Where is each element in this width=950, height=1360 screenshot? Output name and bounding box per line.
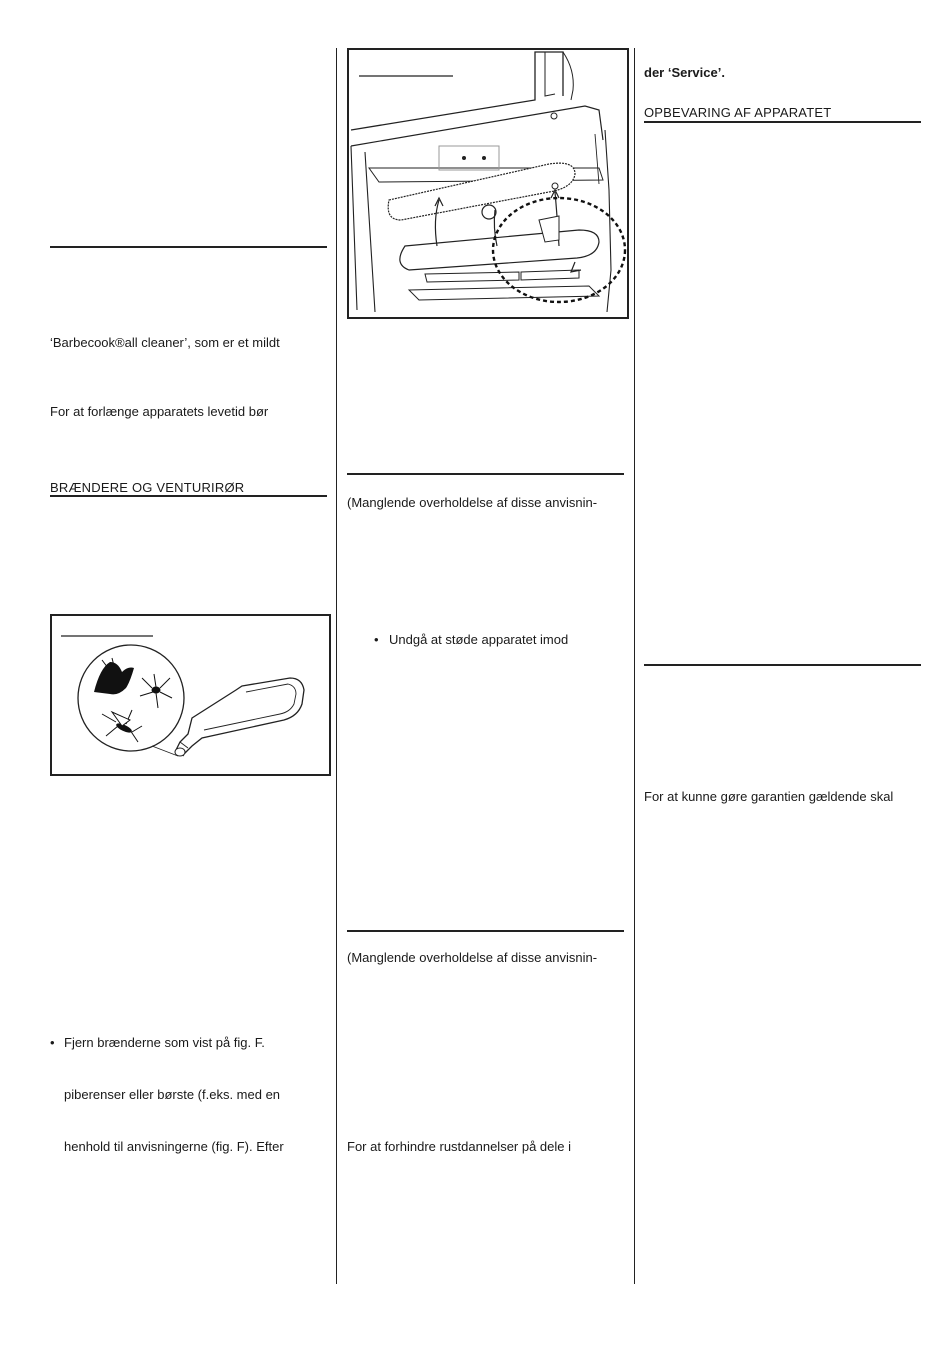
column-divider-right [634,48,635,1284]
insects-burner-illustration [52,616,329,774]
heading-opbevaring: OPBEVARING AF APPARATET [644,105,832,120]
bullet-fjern-braendere: Fjern brænderne som vist på fig. F. [64,1035,265,1050]
figure-insects-burner [50,614,331,776]
burner-removal-illustration [349,50,627,317]
section-rule [347,473,624,475]
bullet-dot: • [50,1035,55,1050]
paragraph-service: der ‘Service’. [644,65,725,80]
column-divider-left [336,48,337,1284]
bullet-dot: • [374,632,379,647]
figure-burner-removal [347,48,629,319]
heading-braendere-venturiroer: BRÆNDERE OG VENTURIRØR [50,480,245,495]
heading-underline [644,121,921,123]
line-henhold: henhold til anvisningerne (fig. F). Efter [64,1139,284,1154]
section-rule [347,930,624,932]
bullet-undgaa: Undgå at støde apparatet imod [389,632,569,647]
line-piberenser: piberenser eller børste (f.eks. med en [64,1087,281,1102]
paragraph-manglende-1: (Manglende overholdelse af disse anvisnin- [347,495,598,510]
section-rule [644,664,921,666]
paragraph-rust: For at forhindre rustdannelser på dele i [347,1139,572,1154]
paragraph-levetid: For at forlænge apparatets levetid bør [50,404,269,419]
paragraph-cleaner: ‘Barbecook®all cleaner’, som er et mildt [50,335,280,350]
paragraph-garanti: For at kunne gøre garantien gældende skal [644,789,894,804]
paragraph-manglende-2: (Manglende overholdelse af disse anvisnin- [347,950,598,965]
heading-underline [50,495,327,497]
section-rule [50,246,327,248]
